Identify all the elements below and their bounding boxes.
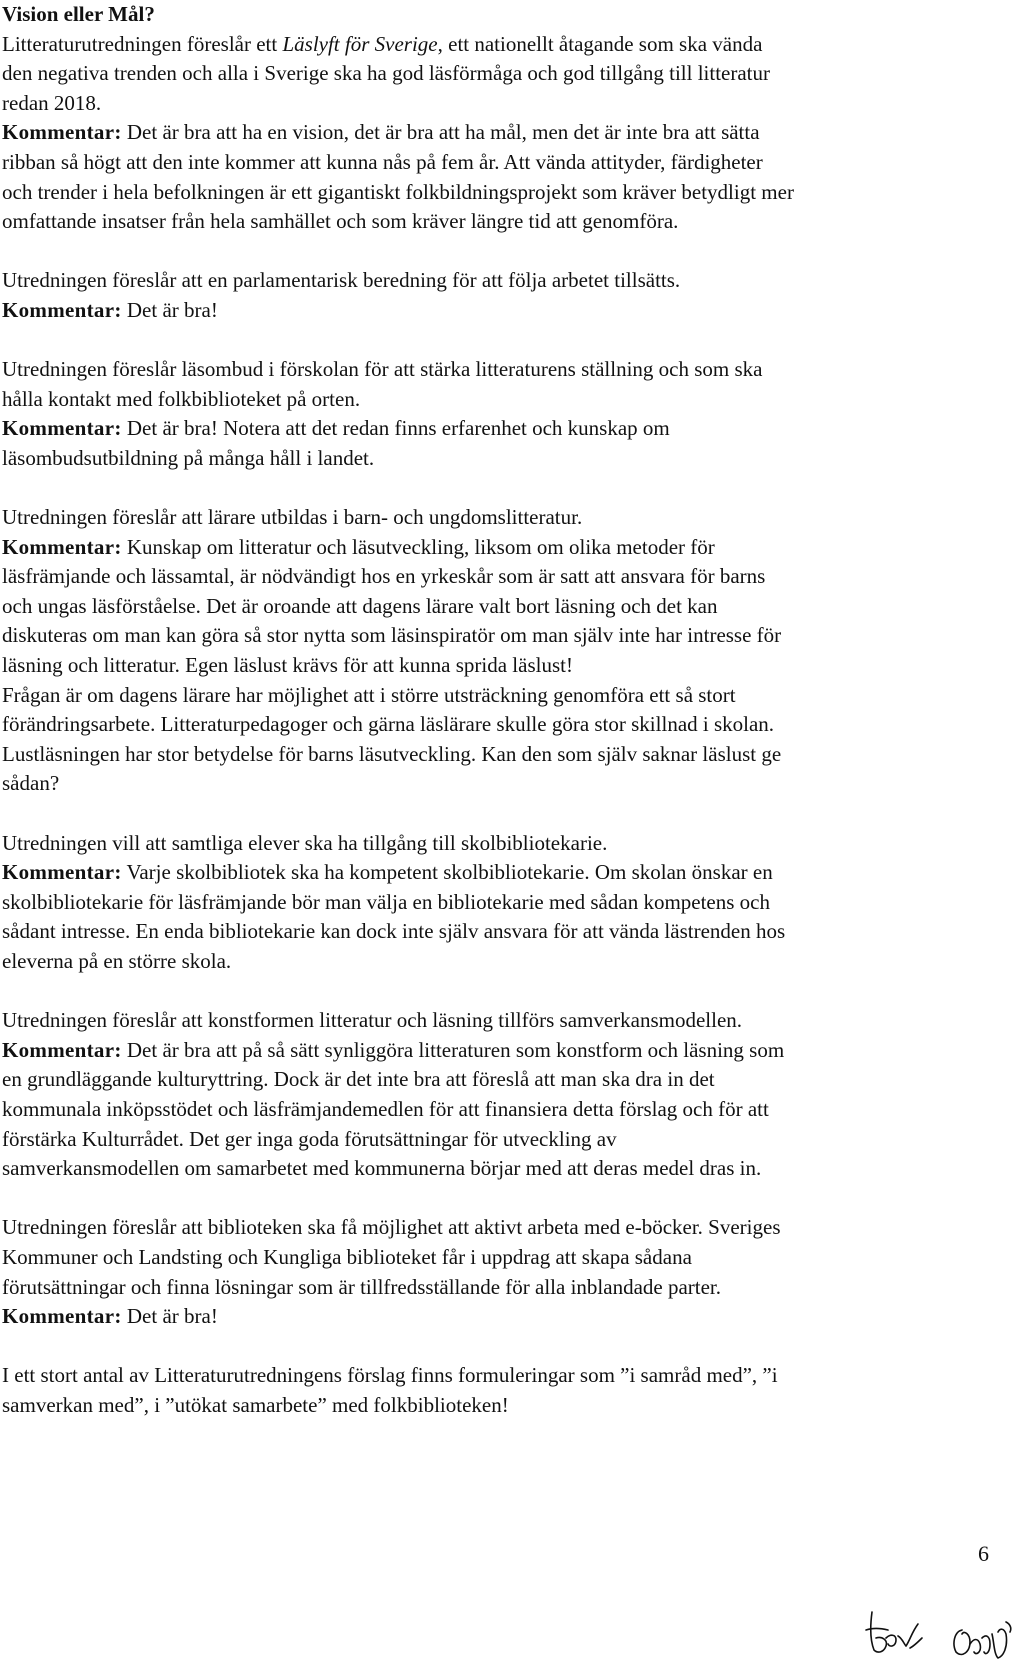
section-parlamentarisk	[2, 266, 1002, 325]
page-number: 6	[978, 1541, 989, 1566]
section-skolbibliotekarie	[2, 829, 1002, 977]
comment-line: Kommentar: Kunskap om litteratur och läsutveckling, liksom om olika metoder för	[2, 534, 715, 559]
comment-label: Kommentar:	[2, 297, 122, 322]
page-heading: Vision eller Mål?	[2, 2, 155, 26]
text-line: Utredningen föreslår att en parlamentarisk beredning för att följa arbetet tillsätts.	[2, 268, 681, 293]
text-line: Utredningen föreslår att konstformen litteratur och läsning tillförs samverkansmodellen.	[2, 1008, 743, 1033]
text-line: diskuteras om man kan göra så stor nytta som läsinspiratör om man själv inte har intresse för	[2, 623, 782, 648]
text-line: ribban så högt att den inte kommer att kunna nås på fem år. Att vända attityder, färdigheter	[2, 149, 763, 174]
text-line: Litteraturutredningen föreslår ett Läslyft för Sverige, ett nationellt åtagande som ska vända	[2, 31, 763, 56]
text-line: I ett stort antal av Litteraturutredningens förslag finns formuleringar som ”i samråd med”, ”i	[2, 1363, 778, 1388]
text-line: hålla kontakt med folkbiblioteket på orten.	[2, 386, 361, 411]
text-line: Utredningen föreslår läsombud i förskolan för att stärka litteraturens ställning och som ska	[2, 357, 763, 382]
comment-line: Kommentar: Det är bra!	[2, 297, 218, 322]
section-larare	[2, 503, 1002, 799]
comment-label: Kommentar:	[2, 860, 122, 885]
text-line: förstärka Kulturrådet. Det ger inga goda förutsättningar för utveckling av	[2, 1126, 617, 1151]
section-lasombud	[2, 355, 1002, 473]
text-line: omfattande insatser från hela samhället och som kräver längre tid att genomföra.	[2, 209, 679, 234]
text-line: läsning och litteratur. Egen läslust krävs för att kunna sprida läslust!	[2, 653, 573, 678]
comment-label: Kommentar:	[2, 1037, 122, 1062]
text-line: Kommuner och Landsting och Kungliga biblioteket får i uppdrag att skapa sådana	[2, 1244, 692, 1269]
comment-line: Kommentar: Varje skolbibliotek ska ha kompetent skolbibliotekarie. Om skolan önskar en	[2, 860, 773, 885]
text-line: kommunala inköpsstödet och läsfrämjandemedlen för att finansiera detta förslag och för att	[2, 1096, 769, 1121]
text-line: läsombudsutbildning på många håll i landet.	[2, 445, 375, 470]
text-line: redan 2018.	[2, 90, 102, 115]
text-line: samverkan med”, i ”utökat samarbete” med folkbiblioteken!	[2, 1392, 509, 1417]
document-page	[2, 0, 1002, 1450]
text-line: förändringsarbete. Litteraturpedagoger och gärna läslärare skulle göra stor skillnad i skolan.	[2, 712, 775, 737]
text-line: och trender i hela befolkningen är ett gigantiskt folkbildningsprojekt som kräver betydligt mer	[2, 179, 794, 204]
section-closing	[2, 1361, 1002, 1420]
text-line: den negativa trenden och alla i Sverige ska ha god läsförmåga och god tillgång till litteratur	[2, 61, 771, 86]
comment-line: Kommentar: Det är bra att ha en vision, det är bra att ha mål, men det är inte bra att sätta	[2, 120, 760, 145]
section-vision	[2, 0, 1002, 237]
comment-line: Kommentar: Det är bra!	[2, 1304, 218, 1329]
text-line: skolbibliotekarie för läsfrämjande bör man välja en bibliotekarie med sådan kompetens och	[2, 889, 770, 914]
text-line: eleverna på en större skola.	[2, 949, 232, 973]
comment-label: Kommentar:	[2, 120, 122, 145]
comment-label: Kommentar:	[2, 534, 122, 559]
handwritten-initials-signature	[858, 1572, 1024, 1668]
comment-line: Kommentar: Det är bra! Notera att det redan finns erfarenhet och kunskap om	[2, 416, 670, 441]
text-line: Utredningen vill att samtliga elever ska ha tillgång till skolbibliotekarie.	[2, 830, 608, 855]
text-line: och ungas läsförståelse. Det är oroande att dagens lärare valt bort läsning och det kan	[2, 593, 718, 618]
comment-line: Kommentar: Det är bra att på så sätt synliggöra litteraturen som konstform och läsning som	[2, 1037, 785, 1062]
text-line: sådant intresse. En enda bibliotekarie kan dock inte själv ansvara för att vända lästrenden hos	[2, 919, 786, 944]
text-line: Lustläsningen har stor betydelse för barns läsutveckling. Kan den som själv saknar läslust ge	[2, 741, 782, 766]
comment-label: Kommentar:	[2, 1304, 122, 1329]
comment-label: Kommentar:	[2, 416, 122, 441]
text-line: samverkansmodellen om samarbetet med kommunerna börjar med att deras medel dras in.	[2, 1156, 762, 1181]
text-line: sådan?	[2, 771, 60, 796]
section-e-bocker	[2, 1213, 1002, 1331]
text-line: Utredningen föreslår att lärare utbildas i barn- och ungdomslitteratur.	[2, 505, 583, 530]
text-line: en grundläggande kulturyttring. Dock är det inte bra att föreslå att man ska dra in det	[2, 1067, 715, 1092]
text-line: läsfrämjande och lässamtal, är nödvändigt hos en yrkeskår som är satt att ansvara för barns	[2, 564, 766, 589]
section-samverkansmodellen	[2, 1006, 1002, 1184]
text-line: Frågan är om dagens lärare har möjlighet att i större utsträckning genomföra ett så stort	[2, 682, 736, 707]
text-line: förutsättningar och finna lösningar som är tillfredsställande för alla inblandade parter.	[2, 1274, 722, 1299]
text-line: Utredningen föreslår att biblioteken ska få möjlighet att aktivt arbeta med e-böcker. Sveriges	[2, 1215, 781, 1240]
emphasis-title: Läslyft för Sverige	[282, 31, 438, 56]
